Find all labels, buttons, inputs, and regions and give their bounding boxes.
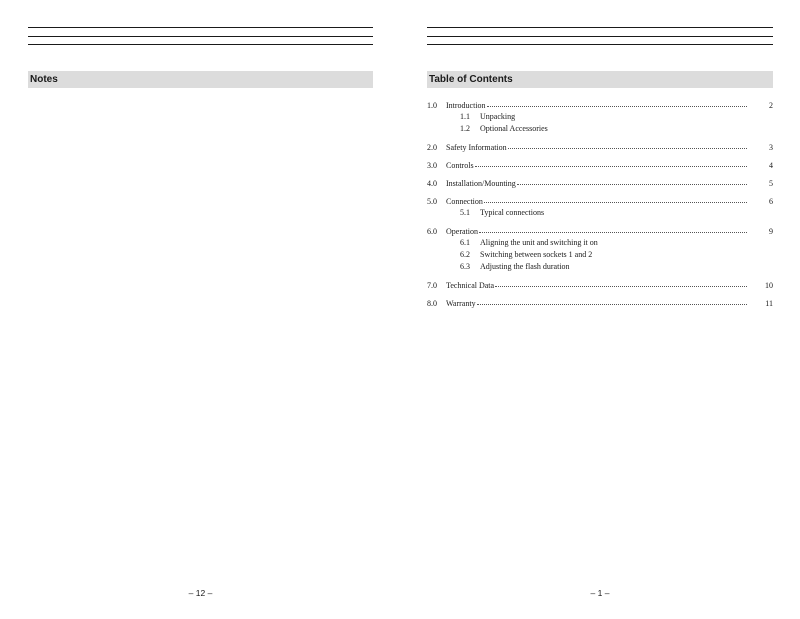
toc-subentry[interactable] (460, 123, 773, 134)
toc-heading: Table of Contents (427, 71, 773, 88)
toc-entry-number: 5.0 (427, 197, 437, 206)
toc-subentry-number: 5.1 (460, 208, 470, 217)
page-number-left: – 12 – (188, 588, 213, 598)
toc-entry-page: 5 (769, 179, 773, 188)
toc-entry[interactable] (427, 195, 773, 206)
toc-entry-title: Technical Data (446, 281, 495, 290)
toc-entry-title: Connection (446, 197, 483, 206)
toc-entry-page: 6 (769, 197, 773, 206)
toc-entry-number: 8.0 (427, 299, 437, 308)
toc-entry[interactable] (427, 279, 773, 290)
page-number-right: – 1 – (590, 588, 610, 598)
toc-subentry[interactable] (460, 249, 773, 260)
toc-entry[interactable] (427, 177, 773, 188)
header-rule (28, 27, 373, 28)
toc-leader-dots (508, 140, 747, 149)
toc-entry-page: 11 (765, 299, 773, 308)
toc-subentry-title: Adjusting the flash duration (480, 262, 570, 271)
toc-entry[interactable] (427, 225, 773, 236)
toc-entry-page: 2 (769, 101, 773, 110)
toc-entry-page: 3 (769, 143, 773, 152)
header-rule (427, 27, 773, 28)
toc-entry-number: 1.0 (427, 101, 437, 110)
toc-entry-title: Operation (446, 227, 478, 236)
toc-subentry-title: Unpacking (480, 112, 516, 121)
toc-entry[interactable] (427, 159, 773, 170)
toc-entry[interactable] (427, 297, 773, 308)
left-page (28, 0, 373, 619)
toc-entry-number: 6.0 (427, 227, 437, 236)
toc-subentry[interactable] (460, 111, 773, 122)
toc-subentry-number: 1.1 (460, 112, 470, 121)
toc-leader-dots (477, 296, 747, 305)
toc-entry[interactable] (427, 141, 773, 152)
notes-heading: Notes (28, 71, 373, 88)
toc-entry-title: Introduction (446, 101, 486, 110)
header-rule (28, 36, 373, 37)
toc-subentry[interactable] (460, 261, 773, 272)
toc-leader-dots (484, 194, 747, 203)
toc-entry-title: Warranty (446, 299, 476, 308)
toc-entry-title: Controls (446, 161, 474, 170)
toc-entry-title: Installation/Mounting (446, 179, 516, 188)
header-rule (28, 44, 373, 45)
toc-subentry-title: Aligning the unit and switching it on (480, 238, 598, 247)
toc-subentry-number: 6.1 (460, 238, 470, 247)
toc-leader-dots (475, 158, 747, 167)
toc-subentry-title: Typical connections (480, 208, 545, 217)
toc-subentry-title: Optional Accessories (480, 124, 548, 133)
toc-leader-dots (517, 176, 747, 185)
toc-subentry-number: 6.2 (460, 250, 470, 259)
toc-leader-dots (495, 278, 747, 287)
right-page (427, 0, 773, 619)
toc-entry[interactable] (427, 99, 773, 110)
header-rule (427, 44, 773, 45)
toc-entry-number: 4.0 (427, 179, 437, 188)
toc-entry-page: 10 (765, 281, 773, 290)
toc-subentry[interactable] (460, 237, 773, 248)
toc-entry-number: 3.0 (427, 161, 437, 170)
toc-subentry[interactable] (460, 207, 773, 218)
toc-entry-page: 4 (769, 161, 773, 170)
toc-subentry-number: 1.2 (460, 124, 470, 133)
toc-subentry-title: Switching between sockets 1 and 2 (480, 250, 593, 259)
toc-entry-number: 7.0 (427, 281, 437, 290)
toc-leader-dots (479, 224, 747, 233)
toc-subentry-number: 6.3 (460, 262, 470, 271)
header-rule (427, 36, 773, 37)
toc-entry-page: 9 (769, 227, 773, 236)
toc-entry-title: Safety Information (446, 143, 507, 152)
toc-entry-number: 2.0 (427, 143, 437, 152)
toc-leader-dots (487, 98, 747, 107)
